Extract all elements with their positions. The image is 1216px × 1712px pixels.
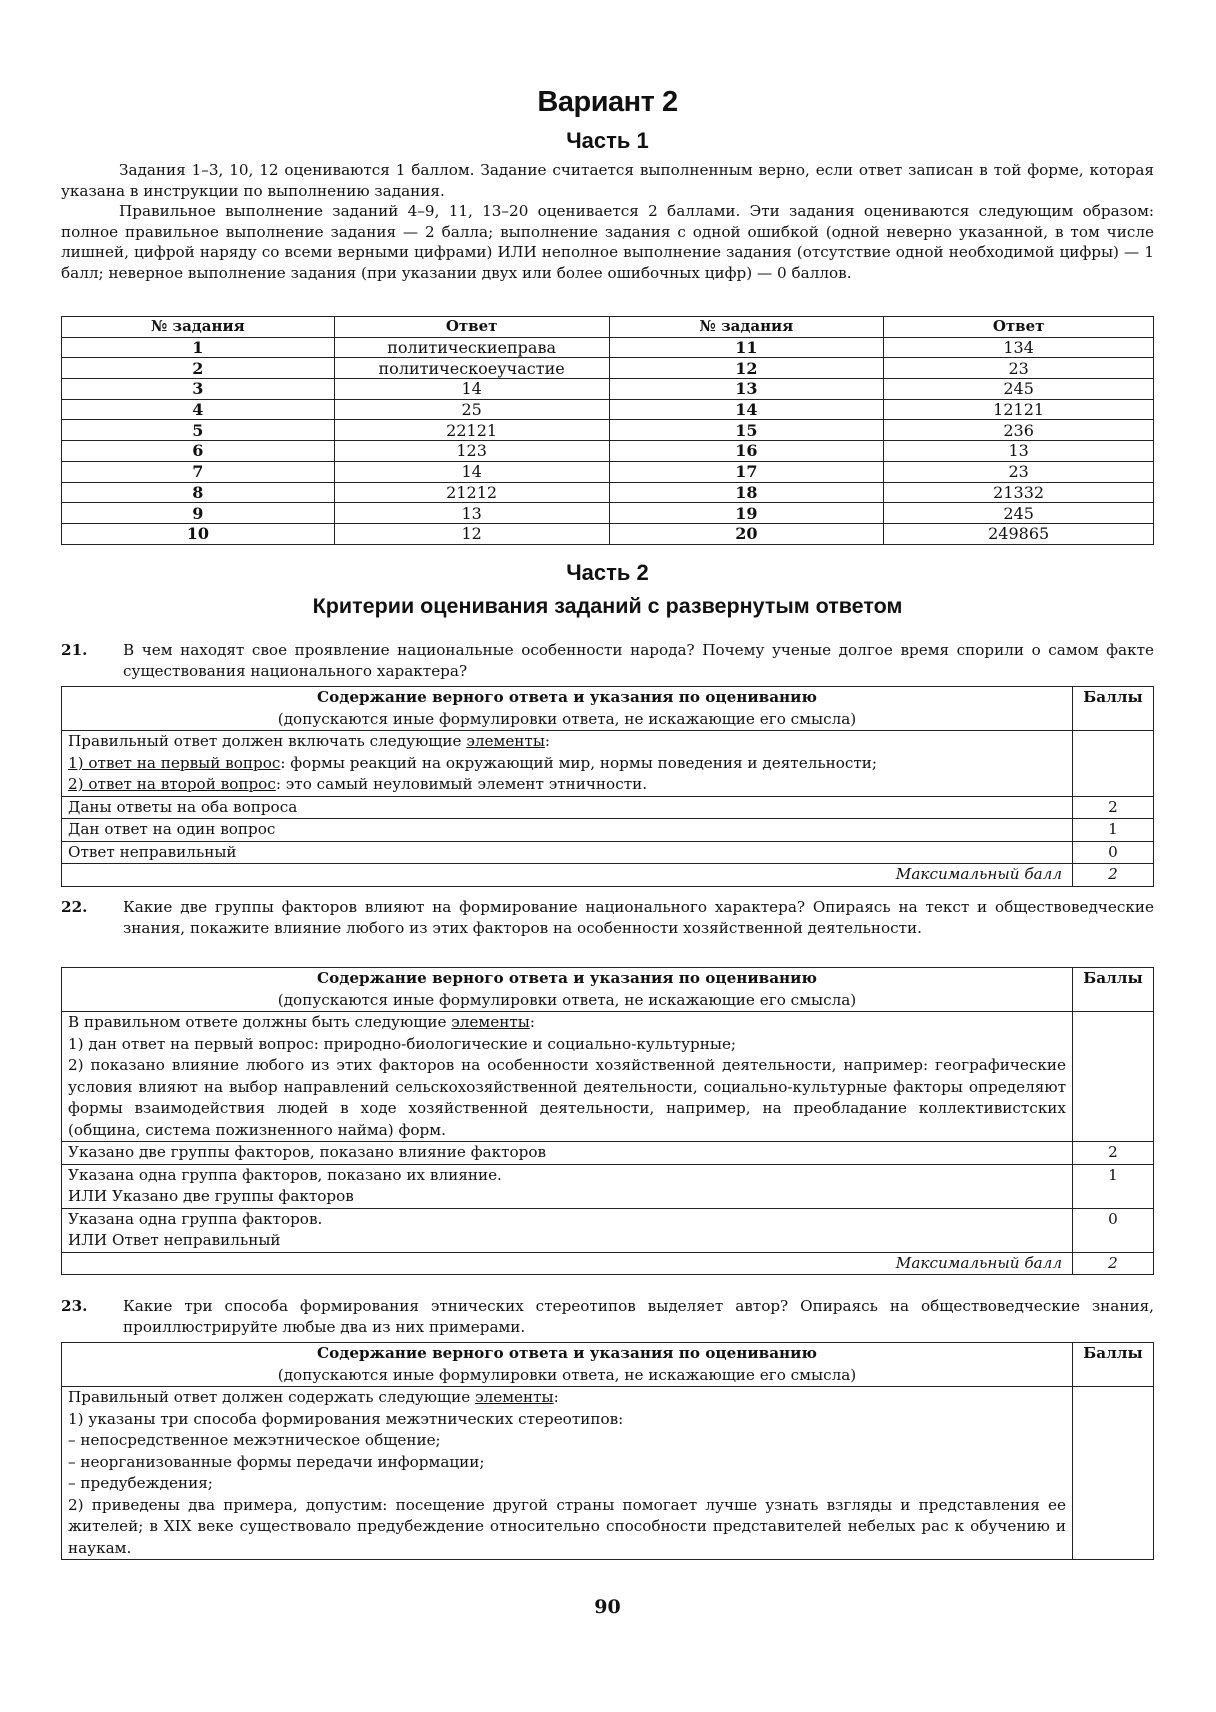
task-answer: 123 (334, 441, 609, 462)
variant-title: Вариант 2 (537, 86, 678, 118)
question-22 (61, 897, 1154, 939)
table-row (62, 399, 1154, 420)
task-number: 20 (609, 523, 884, 544)
answer-line: 2) приведены два примера, допустим: посещение другой страны помогает лучше узнать взгляды и представления ее жителей; в XIX веке существовало предубеждение относительно способности представителей небелых рас к обучению и наукам. (68, 1495, 1066, 1557)
task-answer: 245 (884, 379, 1154, 400)
score-condition-line: Указана одна группа факторов. (68, 1209, 323, 1228)
answer-line: – непосредственное межэтническое общение; (68, 1431, 441, 1449)
answer-line: 2) показано влияние любого из этих факторов на особенности хозяйственной деятельности, например: географические условия влияют на выбор направлений сельскохозяйственной деятельности, социально-культурные факторы определяют формы взаимодействия людей в ходе хозяйственной деятельности, например, на преобладание коллективистских (община, система пожизненного найма) форм. (68, 1056, 1066, 1139)
column-header: Ответ (334, 317, 609, 338)
table-header-row (62, 317, 1154, 338)
question-number: 22. (61, 898, 88, 916)
answer-elements-row (62, 1012, 1154, 1142)
task-number: 19 (609, 503, 884, 524)
score-condition-line: Указана одна группа факторов, показано их влияние. (68, 1165, 502, 1184)
content-header (62, 1343, 1073, 1387)
max-score-value: 2 (1073, 1252, 1154, 1275)
intro-text: Правильный ответ должен содержать следующие (68, 1388, 476, 1406)
task-number: 9 (62, 503, 335, 524)
task-answer: 22121 (334, 420, 609, 441)
score-condition-line: Указано две группы факторов, показано влияние факторов (68, 1143, 547, 1161)
answer-item-label: 2) ответ на второй вопрос (68, 775, 276, 793)
content-header (62, 968, 1073, 1012)
task-number: 11 (609, 337, 884, 358)
criteria-table-21 (61, 686, 1154, 887)
table-row (62, 337, 1154, 358)
task-answer: политическиеправа (334, 337, 609, 358)
task-number: 3 (62, 379, 335, 400)
answer-intro (68, 1387, 1066, 1409)
task-number: 18 (609, 482, 884, 503)
intro-colon: : (544, 732, 551, 750)
part1-heading: Часть 1 (566, 128, 649, 153)
answer-item-text: : формы реакций на окружающий мир, нормы поведения и деятельности; (280, 753, 878, 772)
table-row (62, 482, 1154, 503)
task-number: 14 (609, 399, 884, 420)
task-answer: 25 (334, 399, 609, 420)
table-row (62, 441, 1154, 462)
task-answer: 245 (884, 503, 1154, 524)
max-score-value: 2 (1073, 864, 1154, 887)
question-text: Какие три способа формирования этнических стереотипов выделяет автор? Опираясь на обществоведческие знания, проиллюстрируйте любые два из них примерами. (123, 1297, 1154, 1336)
task-answer: 23 (884, 461, 1154, 482)
task-answer: 236 (884, 420, 1154, 441)
points-header: Баллы (1073, 1343, 1154, 1387)
task-number: 4 (62, 399, 335, 420)
task-number: 5 (62, 420, 335, 441)
task-number: 17 (609, 461, 884, 482)
score-condition-line: ИЛИ Указано две группы факторов (68, 1187, 354, 1205)
task-answer: 14 (334, 461, 609, 482)
points-header: Баллы (1073, 968, 1154, 1012)
content-header-title: Содержание верного ответа и указания по оцениванию (316, 969, 817, 987)
score-points: 1 (1073, 1164, 1154, 1208)
score-condition-line: Дан ответ на один вопрос (68, 820, 276, 838)
column-header: № задания (609, 317, 884, 338)
content-header-note: (допускаются иные формулировки ответа, не искажающие его смысла) (277, 1365, 857, 1384)
max-score-label: Максимальный балл (62, 1252, 1073, 1275)
score-points: 0 (1073, 1208, 1154, 1252)
table-row (62, 420, 1154, 441)
points-cell (1073, 1387, 1154, 1560)
question-text: Какие две группы факторов влияют на формирование национального характера? Опираясь на текст и обществоведческие знания, покажите влияние любого из этих факторов на особенности хозяйственной деятельности. (123, 898, 1154, 937)
answer-elements (62, 1387, 1073, 1560)
task-number: 16 (609, 441, 884, 462)
max-score-label: Максимальный балл (62, 864, 1073, 887)
score-row (62, 796, 1154, 819)
answer-line: – предубеждения; (68, 1474, 213, 1492)
part2-heading: Часть 2 (566, 560, 649, 585)
task-answer: 13 (884, 441, 1154, 462)
answer-item-text: : это самый неуловимый элемент этничности. (275, 775, 648, 793)
question-23 (61, 1296, 1154, 1338)
table-row (62, 461, 1154, 482)
score-condition (62, 1208, 1073, 1252)
instructions-paragraph: Задания 1–3, 10, 12 оцениваются 1 баллом. Задание считается выполненным верно, если ответ записан в той форме, которая указана в инструкции по выполнению задания. (61, 161, 1154, 200)
column-header: № задания (62, 317, 335, 338)
score-condition-line: ИЛИ Ответ неправильный (68, 1231, 281, 1249)
criteria-header-row (62, 1343, 1154, 1387)
table-row (62, 379, 1154, 400)
content-header-note: (допускаются иные формулировки ответа, не искажающие его смысла) (277, 990, 857, 1009)
answer-intro (68, 1012, 1066, 1034)
score-condition-line: Ответ неправильный (68, 842, 237, 861)
task-answer: 134 (884, 337, 1154, 358)
intro-underlined: элементы (466, 732, 545, 750)
table-row (62, 503, 1154, 524)
score-points: 2 (1073, 796, 1154, 819)
task-number: 12 (609, 358, 884, 379)
points-cell (1073, 1012, 1154, 1142)
score-condition (62, 1142, 1073, 1165)
score-row (62, 1142, 1154, 1165)
score-row (62, 1208, 1154, 1252)
answer-elements-row (62, 1387, 1154, 1560)
score-condition (62, 819, 1073, 842)
question-number: 21. (61, 641, 88, 659)
question-21 (61, 640, 1154, 682)
intro-text: В правильном ответе должны быть следующие (68, 1013, 452, 1031)
score-row (62, 1164, 1154, 1208)
intro-text: Правильный ответ должен включать следующие (68, 732, 467, 750)
points-cell (1073, 731, 1154, 797)
score-points: 0 (1073, 841, 1154, 864)
criteria-table-22 (61, 967, 1154, 1275)
answer-elements-row (62, 731, 1154, 797)
part1-instructions (61, 160, 1154, 283)
criteria-header-row (62, 968, 1154, 1012)
task-number: 6 (62, 441, 335, 462)
score-points: 1 (1073, 819, 1154, 842)
answer-elements (62, 731, 1073, 797)
score-points: 2 (1073, 1142, 1154, 1165)
answer-elements (62, 1012, 1073, 1142)
instructions-paragraph: Правильное выполнение заданий 4–9, 11, 13–20 оценивается 2 баллами. Эти задания оцениваются следующим образом: полное правильное выполнение задания — 2 балла; выполнение задания с одной ошибкой (одной неверно указанной, в том числе лишней, цифрой наряду со всеми верными цифрами) ИЛИ неполное выполнение задания (отсутствие одной необходимой цифры) — 1 балл; неверное выполнение задания (при указании двух или более ошибочных цифр) — 0 баллов. (61, 202, 1154, 282)
question-text: В чем находят свое проявление национальные особенности народа? Почему ученые долгое время спорили о самом факте существования национального характера? (123, 641, 1154, 680)
content-header-note: (допускаются иные формулировки ответа, не искажающие его смысла) (277, 709, 857, 728)
task-answer: 21332 (884, 482, 1154, 503)
table-row (62, 358, 1154, 379)
answer-intro (68, 731, 1066, 753)
score-row (62, 819, 1154, 842)
score-condition (62, 841, 1073, 864)
criteria-heading: Критерии оценивания заданий с развернутым ответом (312, 594, 903, 618)
task-number: 1 (62, 337, 335, 358)
page-number: 90 (594, 1596, 621, 1618)
table-row (62, 523, 1154, 544)
question-number: 23. (61, 1297, 88, 1315)
task-number: 15 (609, 420, 884, 441)
task-answer: 21212 (334, 482, 609, 503)
task-number: 2 (62, 358, 335, 379)
answer-item-label: 1) ответ на первый вопрос (68, 753, 281, 772)
answer-line: – неорганизованные формы передачи информации; (68, 1452, 485, 1471)
score-row (62, 841, 1154, 864)
task-number: 7 (62, 461, 335, 482)
column-header: Ответ (884, 317, 1154, 338)
intro-underlined: элементы (475, 1388, 554, 1406)
task-answer: 249865 (884, 523, 1154, 544)
intro-colon: : (553, 1388, 559, 1406)
task-answer: 12121 (884, 399, 1154, 420)
max-score-row (62, 1252, 1154, 1275)
score-condition (62, 796, 1073, 819)
task-number: 13 (609, 379, 884, 400)
score-condition (62, 1164, 1073, 1208)
points-header: Баллы (1073, 687, 1154, 731)
score-condition-line: Даны ответы на оба вопроса (68, 797, 298, 816)
intro-colon: : (529, 1013, 535, 1031)
max-score-row (62, 864, 1154, 887)
answers-table (61, 316, 1154, 545)
answer-item (68, 753, 1066, 775)
answer-line: 1) дан ответ на первый вопрос: природно-биологические и социально-культурные; (68, 1034, 737, 1053)
task-answer: 23 (884, 358, 1154, 379)
task-answer: 12 (334, 523, 609, 544)
answer-item (68, 774, 1066, 796)
task-number: 8 (62, 482, 335, 503)
content-header-title: Содержание верного ответа и указания по оцениванию (316, 1344, 817, 1362)
content-header-title: Содержание верного ответа и указания по оцениванию (316, 688, 817, 706)
task-answer: 14 (334, 379, 609, 400)
answer-line: 1) указаны три способа формирования межэтнических стереотипов: (68, 1409, 624, 1428)
content-header (62, 687, 1073, 731)
criteria-table-23 (61, 1342, 1154, 1560)
criteria-header-row (62, 687, 1154, 731)
task-number: 10 (62, 523, 335, 544)
intro-underlined: элементы (451, 1013, 530, 1031)
task-answer: 13 (334, 503, 609, 524)
task-answer: политическоеучастие (334, 358, 609, 379)
